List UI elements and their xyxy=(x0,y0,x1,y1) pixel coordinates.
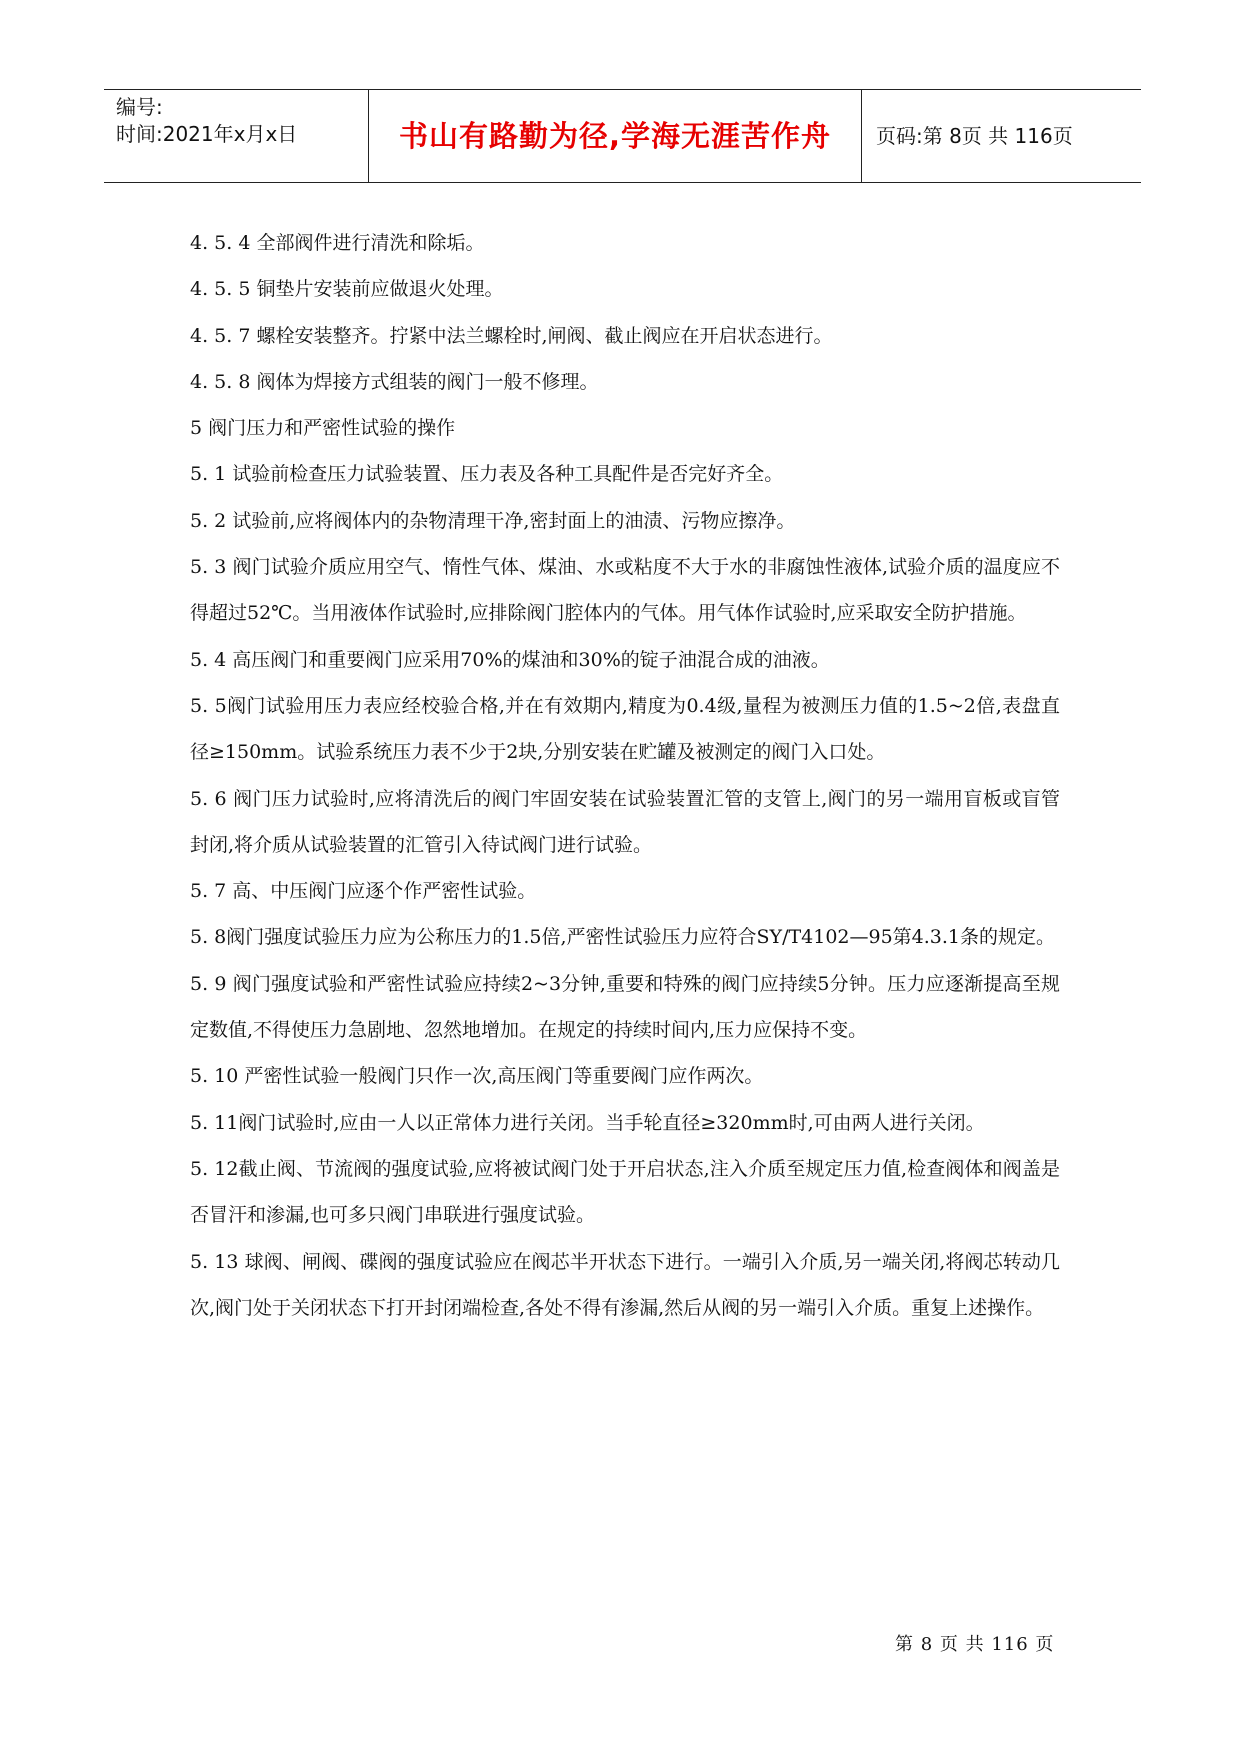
paragraph: 5. 3 阀门试验介质应用空气、惰性气体、煤油、水或粘度不大于水的非腐蚀性液体,试验介质的温度应不得超过52℃。当用液体作试验时,应排除阀门腔体内的气体。用气体作试验时,应采取安全防护措施。 xyxy=(190,556,1060,625)
paragraph: 5. 7 高、中压阀门应逐个作严密性试验。 xyxy=(190,880,537,903)
paragraph: 5. 12截止阀、节流阀的强度试验,应将被试阀门处于开启状态,注入介质至规定压力值,检查阀体和阀盖是否冒汗和渗漏,也可多只阀门串联进行强度试验。 xyxy=(190,1157,1060,1227)
serial-number-label: 编号: xyxy=(116,95,163,119)
paragraph: 5. 4 高压阀门和重要阀门应采用70%的煤油和30%的锭子油混合成的油液。 xyxy=(190,648,830,671)
paragraph: 5. 11阀门试验时,应由一人以正常体力进行关闭。当手轮直径≥320mm时,可由两人进行关闭。 xyxy=(190,1111,985,1134)
header-meta xyxy=(116,94,366,148)
header-page-code: 页码:第 8页 共 116页 xyxy=(876,124,1073,148)
paragraph: 4. 5. 5 铜垫片安装前应做退火处理。 xyxy=(190,278,504,301)
paragraph: 4. 5. 7 螺栓安装整齐。拧紧中法兰螺栓时,闸阀、截止阀应在开启状态进行。 xyxy=(190,324,833,347)
paragraph: 5. 1 试验前检查压力试验装置、压力表及各种工具配件是否完好齐全。 xyxy=(190,463,784,486)
paragraph: 5. 6 阀门压力试验时,应将清洗后的阀门牢固安装在试验装置汇管的支管上,阀门的另一端用盲板或盲管封闭,将介质从试验装置的汇管引入待试阀门进行试验。 xyxy=(190,787,1060,856)
document-header xyxy=(104,89,1141,183)
section-heading: 5 阀门压力和严密性试验的操作 xyxy=(190,417,456,440)
paragraph: 4. 5. 8 阀体为焊接方式组装的阀门一般不修理。 xyxy=(190,370,599,393)
page-footer: 第 8 页 共 116 页 xyxy=(895,1634,1055,1655)
header-motto: 书山有路勤为径,学海无涯苦作舟 xyxy=(398,119,832,153)
header-divider-right xyxy=(861,90,862,182)
header-divider-left xyxy=(368,90,369,182)
paragraph: 4. 5. 4 全部阀件进行清洗和除垢。 xyxy=(190,232,485,254)
paragraph: 5. 10 严密性试验一般阀门只作一次,高压阀门等重要阀门应作两次。 xyxy=(190,1065,764,1088)
document-body xyxy=(190,220,1060,1331)
paragraph: 5. 9 阀门强度试验和严密性试验应持续2~3分钟,重要和特殊的阀门应持续5分钟。压力应逐渐提高至规定数值,不得使压力急剧地、忽然地增加。在规定的持续时间内,压力应保持不变。 xyxy=(190,972,1060,1042)
paragraph: 5. 2 试验前,应将阀体内的杂物清理干净,密封面上的油渍、污物应擦净。 xyxy=(190,509,796,532)
paragraph: 5. 8阀门强度试验压力应为公称压力的1.5倍,严密性试验压力应符合SY/T4102—95第4.3.1条的规定。 xyxy=(190,926,1056,949)
paragraph: 5. 5阀门试验用压力表应经校验合格,并在有效期内,精度为0.4级,量程为被测压力值的1.5~2倍,表盘直径≥150mm。试验系统压力表不少于2块,分别安装在贮罐及被测定的阀门入口处。 xyxy=(190,694,1060,764)
paragraph: 5. 13 球阀、闸阀、碟阀的强度试验应在阀芯半开状态下进行。一端引入介质,另一端关闭,将阀芯转动几次,阀门处于关闭状态下打开封闭端检查,各处不得有渗漏,然后从阀的另一端引入介质。重复上述操作。 xyxy=(190,1250,1060,1319)
date-label: 时间:2021年x月x日 xyxy=(116,122,298,146)
